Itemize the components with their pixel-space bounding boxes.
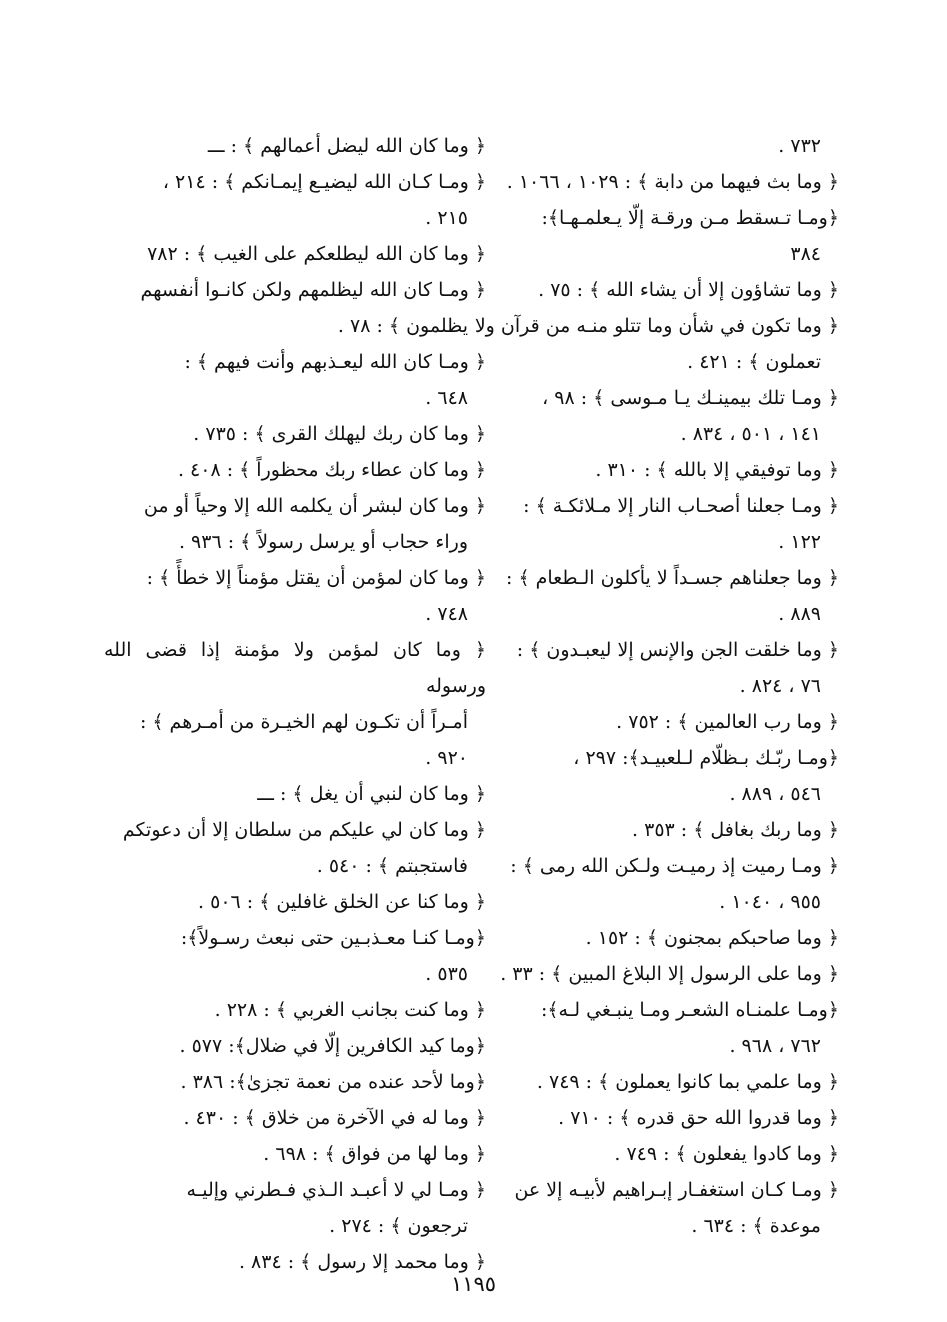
entry-continuation-line: ٨٨٩ . — [778, 603, 821, 625]
entry-continuation-line: ٧٤٨ . — [425, 603, 468, 625]
index-entry — [104, 164, 486, 236]
entry-first-line: ﴿ وما كان لبشر أن يكلمه الله إلا وحياً أو من — [143, 495, 486, 517]
index-entry — [457, 1136, 839, 1172]
entry-first-line: ﴿ ومـا تلك بيمينـك يـا مـوسى ﴾ : ٩٨ ، — [542, 387, 839, 409]
index-entry — [457, 1064, 839, 1100]
entry-continuation-line: ٦٤٨ . — [425, 387, 468, 409]
index-entry — [457, 272, 839, 308]
index-entry — [104, 488, 486, 560]
entry-first-line: ﴿ وما كنا عن الخلق غافلين ﴾ : ٥٠٦ . — [198, 891, 486, 913]
entry-continuation-line: ٧٦٢ ، ٩٦٨ . — [729, 1035, 821, 1057]
entry-first-line: ﴿وما لأحد عنده من نعمة تجزىٰ﴾: ٣٨٦ . — [180, 1071, 486, 1093]
entry-first-line: ﴿ومـا ربّـك بـظلّام لـلعبيـد﴾: ٢٩٧ ، — [573, 747, 839, 769]
index-entry — [457, 1172, 839, 1244]
entry-continuation-line: ٧٣٢ . — [778, 135, 821, 157]
entry-first-line: ﴿ وما كان لمؤمن ولا مؤمنة إذا قضى الله ورسوله — [104, 639, 486, 697]
entry-continuation-line: ٩٥٥ ، ١٠٤٠ . — [719, 891, 821, 913]
entry-first-line: ﴿ وما تكون في شأن وما تتلو منـه من قرآن ولا — [474, 315, 839, 337]
entry-continuation-line: ٧٦ ، ٨٢٤ . — [739, 675, 821, 697]
entry-first-line: ﴿ وما كان لي عليكم من سلطان إلا أن دعوتكم — [122, 819, 486, 841]
index-entry — [457, 848, 839, 920]
entry-first-line: ﴿ وما كنت بجانب الغربي ﴾ : ٢٢٨ . — [214, 999, 486, 1021]
entry-first-line: ﴿ ومـا جعلنا أصحـاب النار إلا مـلائكـة ﴾ : — [523, 495, 839, 517]
entry-first-line: ﴿ وما جعلناهم جسـداً لا يأكلون الـطعام ﴾ : — [506, 567, 839, 589]
index-entry — [457, 452, 839, 488]
entry-continuation-line: ترجعون ﴾ : ٢٧٤ . — [329, 1215, 468, 1237]
entry-continuation-line: ٣٨٤ — [790, 243, 821, 265]
index-entry — [104, 1136, 486, 1172]
index-entry — [457, 164, 839, 200]
index-entry — [457, 308, 839, 380]
index-entry — [457, 128, 839, 164]
entry-first-line: ﴿ وما كادوا يفعلون ﴾ : ٧٤٩ . — [614, 1143, 839, 1165]
entry-continuation-line: ٥٤٦ ، ٨٨٩ . — [729, 783, 821, 805]
entry-continuation-line: وراء حجاب أو يرسل رسولاً ﴾ : ٩٣٦ . — [178, 531, 468, 553]
entry-first-line: ﴿ وما كان لمؤمن أن يقتل مؤمناً إلا خطأً ﴾ : — [146, 567, 486, 589]
entry-first-line: ﴿ وما لها من فواق ﴾ : ٦٩٨ . — [263, 1143, 486, 1165]
entry-first-line: ﴿ وما كان الله ليطلعكم على الغيب ﴾ : ٧٨٢ — [147, 243, 486, 265]
entry-first-line: ﴿ ومـا كـان استغفـار إبـراهيم لأبيـه إلا عن — [514, 1179, 839, 1201]
index-column-left — [104, 128, 486, 1280]
entry-first-line: ﴿ وما كان ربك ليهلك القرى ﴾ : ٧٣٥ . — [193, 423, 486, 445]
index-entry — [104, 632, 486, 776]
entry-continuation-line: ٢١٥ . — [425, 207, 468, 229]
entry-first-line: ﴿ومـا كنـا معـذبـين حتى نبعث رسـولاً﴾: — [180, 927, 486, 949]
entry-first-line: ﴿وما كيد الكافرين إلّا في ضلال﴾: ٥٧٧ . — [179, 1035, 486, 1057]
index-entry — [104, 344, 486, 416]
entry-first-line: ﴿ ومـا لي لا أعبـد الـذي فـطرني وإليـه — [186, 1179, 486, 1201]
index-entry — [457, 956, 839, 992]
entry-first-line: ﴿ وما له في الآخرة من خلاق ﴾ : ٤٣٠ . — [183, 1107, 486, 1129]
entry-first-line: ﴿ومـا تـسقط مـن ورقـة إلّا يـعلمـهـا﴾: — [541, 207, 839, 229]
entry-first-line: ﴿ وما على الرسول إلا البلاغ المبين ﴾ : ٣٣ . — [500, 963, 839, 985]
entry-continuation-line: موعدة ﴾ : ٦٣٤ . — [691, 1215, 821, 1237]
index-entry — [104, 920, 486, 992]
entry-first-line: ﴿ وما صاحبكم بمجنون ﴾ : ١٥٢ . — [585, 927, 839, 949]
index-entry — [104, 1100, 486, 1136]
entry-continuation-line: يظلمون ﴾ : ٧٨ . — [337, 315, 468, 337]
entry-first-line: ﴿ وما كان عطاء ربك محظوراً ﴾ : ٤٠٨ . — [177, 459, 486, 481]
index-entry — [104, 128, 486, 164]
index-column-right — [457, 128, 839, 1244]
index-entry — [104, 812, 486, 884]
index-entry — [104, 1172, 486, 1244]
entry-first-line: ﴿ وما علمي بما كانوا يعملون ﴾ : ٧٤٩ . — [536, 1071, 839, 1093]
page-number: ١١٩٥ — [450, 1272, 497, 1296]
index-entry — [104, 416, 486, 452]
index-entry — [104, 452, 486, 488]
index-entry — [457, 812, 839, 848]
entry-first-line: ﴿ وما كان الله ليضل أعمالهم ﴾ : ـــ — [207, 135, 486, 157]
index-entry — [457, 380, 839, 452]
entry-first-line: ﴿ وما كان لنبي أن يغل ﴾ : ـــ — [257, 783, 486, 805]
entry-continuation-line: ٥٣٥ . — [425, 963, 468, 985]
entry-first-line: ﴿ ومـا كـان الله ليضيـع إيمـانكم ﴾ : ٢١٤ ، — [162, 171, 486, 193]
index-entry — [457, 740, 839, 812]
index-entry — [457, 1100, 839, 1136]
entry-first-line: ﴿ وما قدروا الله حق قدره ﴾ : ٧١٠ . — [558, 1107, 839, 1129]
entry-first-line: ﴿ وما توفيقي إلا بالله ﴾ : ٣١٠ . — [595, 459, 839, 481]
entry-first-line: ﴿ ومـا كان الله ليظلمهم ولكن كانـوا أنفسهم — [140, 279, 486, 301]
index-entry — [457, 560, 839, 632]
entry-continuation-line: ٩٢٠ . — [425, 747, 468, 769]
entry-first-line: ﴿ وما تشاؤون إلا أن يشاء الله ﴾ : ٧٥ . — [538, 279, 839, 301]
entry-first-line: ﴿ وما ربك بغافل ﴾ : ٣٥٣ . — [632, 819, 839, 841]
index-entry — [104, 1064, 486, 1100]
index-entry — [104, 560, 486, 632]
index-entry — [457, 200, 839, 272]
entry-continuation-line: فاستجبتم ﴾ : ٥٤٠ . — [316, 855, 468, 877]
index-entry — [104, 776, 486, 812]
index-entry — [457, 632, 839, 704]
entry-first-line: ﴿ وما خلقت الجن والإنس إلا ليعبـدون ﴾ : — [516, 639, 839, 661]
index-entry — [457, 992, 839, 1064]
entry-first-line: ﴿ وما رب العالمين ﴾ : ٧٥٢ . — [616, 711, 839, 733]
entry-continuation-line: أمـراً أن تكـون لهم الخيـرة من أمـرهم ﴾ : — [139, 711, 468, 733]
entry-first-line: ﴿ ومـا رميت إذ رميـت ولـكن الله رمى ﴾ : — [510, 855, 839, 877]
entry-continuation-line: ١٤١ ، ٥٠١ ، ٨٣٤ . — [680, 423, 821, 445]
index-entry — [104, 1028, 486, 1064]
index-entry — [104, 992, 486, 1028]
index-entry — [104, 272, 486, 344]
entry-first-line: ﴿ وما بث فيهما من دابة ﴾ : ١٠٢٩ ، ١٠٦٦ . — [506, 171, 839, 193]
index-entry — [104, 236, 486, 272]
index-entry — [457, 704, 839, 740]
entry-first-line: ﴿ وما محمد إلا رسول ﴾ : ٨٣٤ . — [238, 1251, 486, 1273]
entry-continuation-line: تعملون ﴾ : ٤٢١ . — [687, 351, 821, 373]
index-entry — [104, 884, 486, 920]
entry-continuation-line: ١٢٢ . — [778, 531, 821, 553]
entry-first-line: ﴿ومـا علمنـاه الشعـر ومـا ينبـغي لـه﴾: — [540, 999, 839, 1021]
entry-first-line: ﴿ ومـا كان الله ليعـذبهم وأنت فيهم ﴾ : — [184, 351, 486, 373]
index-entry — [457, 920, 839, 956]
index-entry — [457, 488, 839, 560]
